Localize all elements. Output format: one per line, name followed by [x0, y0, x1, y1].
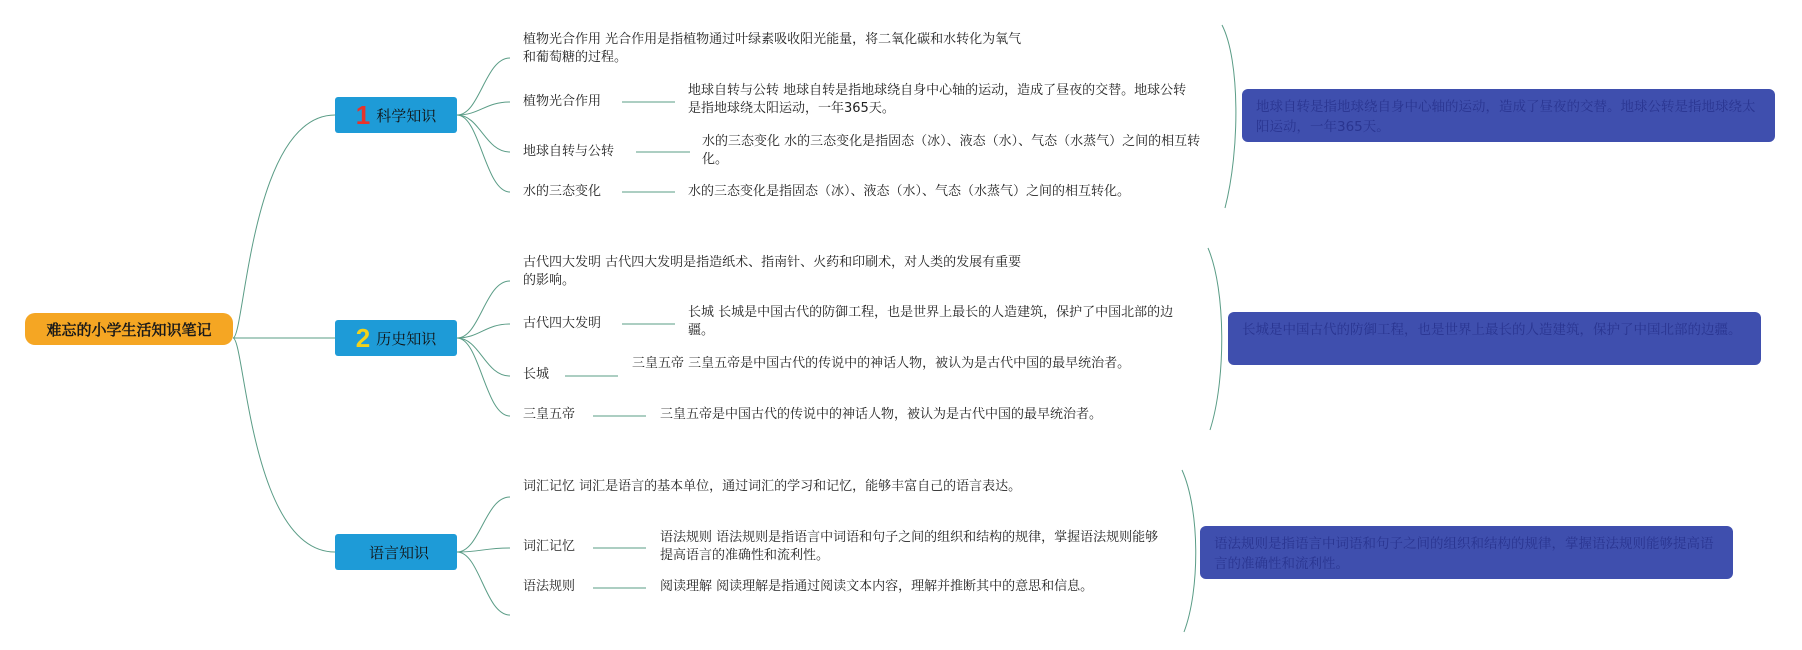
branch-connector [457, 552, 510, 615]
topic-item[interactable]: 水的三态变化 [523, 184, 602, 199]
topic-item[interactable]: 三皇五帝 [523, 407, 576, 422]
detail-item[interactable]: 地球自转与公转 地球自转是指地球绕自身中心轴的运动，造成了昼夜的交替。地球公转是指地球绕太阳运动，一年365天。 [688, 83, 1187, 116]
branch-history[interactable] [335, 320, 457, 356]
branch-connector [457, 338, 510, 416]
topic-item[interactable]: 植物光合作用 [523, 94, 602, 109]
root-title: 难忘的小学生活知识笔记 [46, 320, 212, 339]
summary-text: 语法规则是指语言中词语和句子之间的组织和结构的规律，掌握语法规则能够提高语言的准确性和流利性。 [1214, 536, 1714, 572]
detail-item[interactable]: 水的三态变化 水的三态变化是指固态（冰）、液态（水）、气态（水蒸气）之间的相互转化。 [702, 134, 1201, 167]
branch-connector [457, 58, 510, 115]
summary-text: 地球自转是指地球绕自身中心轴的运动，造成了昼夜的交替。地球公转是指地球绕太阳运动，一年365天。 [1256, 99, 1756, 135]
summary-bracket [1182, 470, 1196, 632]
topic-item[interactable]: 植物光合作用 光合作用是指植物通过叶绿素吸收阳光能量，将二氧化碳和水转化为氧气和葡萄糖的过程。 [523, 32, 1022, 65]
branch-science[interactable] [335, 97, 457, 133]
detail-item[interactable]: 水的三态变化是指固态（冰）、液态（水）、气态（水蒸气）之间的相互转化。 [688, 184, 1131, 199]
branch-language[interactable] [335, 534, 457, 570]
branch-connector [457, 281, 510, 338]
topic-item[interactable]: 长城 [523, 367, 550, 382]
branch-label: 语言知识 [368, 543, 429, 562]
branch-label: 科学知识 [376, 106, 437, 125]
summary-bracket [1222, 25, 1236, 208]
summary-text: 长城是中国古代的防御工程，也是世界上最长的人造建筑，保护了中国北部的边疆。 [1242, 322, 1742, 338]
root-topic[interactable] [25, 313, 233, 345]
topic-item[interactable]: 地球自转与公转 [523, 144, 615, 159]
root-connector [233, 338, 335, 552]
detail-item[interactable]: 阅读理解 阅读理解是指通过阅读文本内容，理解并推断其中的意思和信息。 [660, 579, 1094, 594]
branch-connector [457, 115, 510, 152]
topic-item[interactable]: 古代四大发明 古代四大发明是指造纸术、指南针、火药和印刷术，对人类的发展有重要的影响。 [523, 255, 1022, 288]
summary-box[interactable] [1228, 312, 1761, 365]
branch-connector [457, 102, 510, 115]
detail-item[interactable]: 三皇五帝 三皇五帝是中国古代的传说中的神话人物，被认为是古代中国的最早统治者。 [632, 356, 1131, 371]
branch-connector [457, 497, 510, 552]
topic-item[interactable]: 词汇记忆 词汇是语言的基本单位，通过词汇的学习和记忆，能够丰富自己的语言表达。 [523, 479, 1022, 494]
branch-number-2: 2 [355, 323, 371, 353]
detail-item[interactable]: 长城 长城是中国古代的防御工程，也是世界上最长的人造建筑，保护了中国北部的边疆。 [688, 305, 1174, 338]
branch-number-1: 1 [355, 100, 371, 130]
topic-item[interactable]: 语法规则 [523, 579, 576, 594]
branch-label: 历史知识 [376, 329, 437, 348]
summary-box[interactable] [1242, 89, 1775, 142]
detail-item[interactable]: 三皇五帝是中国古代的传说中的神话人物，被认为是古代中国的最早统治者。 [660, 407, 1103, 422]
branch-connector [457, 115, 510, 192]
root-connector [233, 115, 335, 338]
summary-bracket [1208, 248, 1222, 430]
topic-item[interactable]: 古代四大发明 [523, 316, 602, 331]
detail-item[interactable]: 语法规则 语法规则是指语言中词语和句子之间的组织和结构的规律，掌握语法规则能够提高语言的准确性和流利性。 [660, 530, 1159, 563]
summary-box[interactable] [1200, 526, 1733, 579]
topic-item[interactable]: 词汇记忆 [523, 539, 576, 554]
branch-connector [457, 338, 510, 376]
